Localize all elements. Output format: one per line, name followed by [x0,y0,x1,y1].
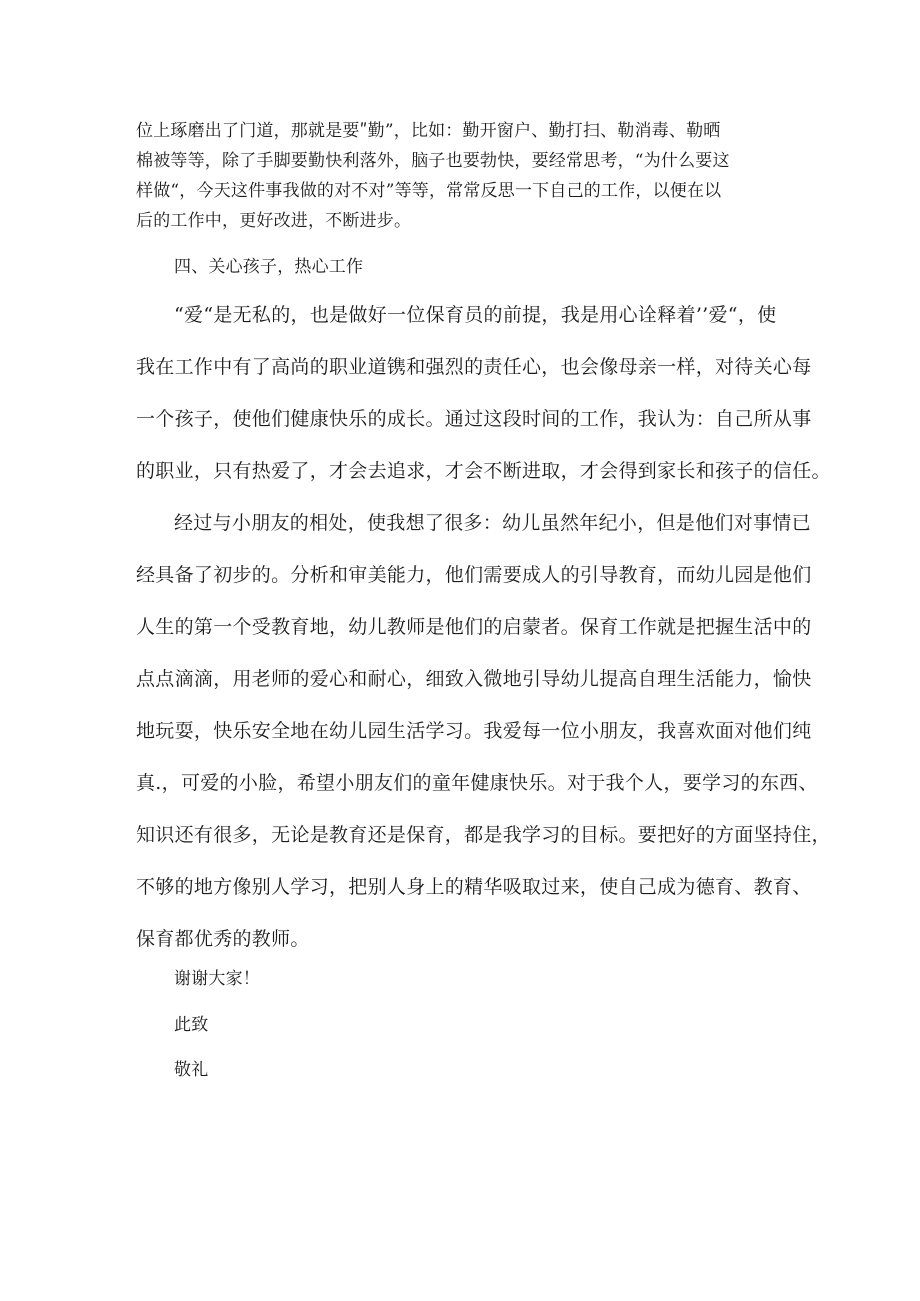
text-line: 地玩耍，快乐安全地在幼儿园生活学习。我爱每一位小朋友，我喜欢面对他们纯 [136,720,812,742]
text-line: 经具备了初步的。分析和审美能力，他们需要成人的引导教育，而幼儿园是他们 [136,564,812,586]
thanks-text: 谢谢大家！ [174,969,260,989]
text-line: 后的工作中，更好改进，不断进步。 [136,211,412,231]
text-line: 经过与小朋友的相处，使我想了很多：幼儿虽然年纪小，但是他们对事情已 [174,512,811,534]
text-line: “爱“是无私的，也是做好一位保育员的前提，我是用心诠释着’’爱“，使 [174,304,777,326]
text-line: 样做“，今天这件事我做的对不对”等等，常常反思一下自己的工作，以便在以 [136,181,722,201]
text-line: 不够的地方像别人学习，把别人身上的精华吸取过来，使自己成为德育、教育、 [136,876,812,898]
section-heading: 四、关心孩子，热心工作 [174,257,364,277]
text-line: 保育都优秀的教师。 [136,928,310,950]
text-line: 一个孩子，使他们健康快乐的成长。通过这段时间的工作，我认为：自己所从事 [136,408,812,430]
text-line: 知识还有很多，无论是教育还是保育，都是我学习的目标。要把好的方面坚持住， [136,824,831,846]
closing-salutation: 此致 [174,1015,209,1035]
text-line: 人生的第一个受教育地，幼儿教师是他们的启蒙者。保育工作就是把握生活中的 [136,616,812,638]
text-line: 的职业，只有热爱了，才会去追求，才会不断进取，才会得到家长和孩子的信任。 [136,460,831,482]
text-line: 点点滴滴，用老师的爱心和耐心，细致入微地引导幼儿提高自理生活能力，愉快 [136,668,812,690]
text-line: 位上琢磨出了门道，那就是要ʺ勤”，比如：勤开窗户、勤打扫、勒消毒、勒晒 [136,121,721,141]
closing-regards: 敬礼 [174,1060,209,1080]
text-line: 棉被等等，除了手脚要勤快利落外，脑子也要勃快，要经常思考，“为什么要这 [136,151,730,171]
text-line: 真.，可爱的小脸，希望小朋友们的童年健康快乐。对于我个人，要学习的东西、 [136,772,818,794]
text-line: 我在工作中有了高尚的职业道镌和强烈的责任心，也会像母亲一样，对待关心每 [136,356,812,378]
